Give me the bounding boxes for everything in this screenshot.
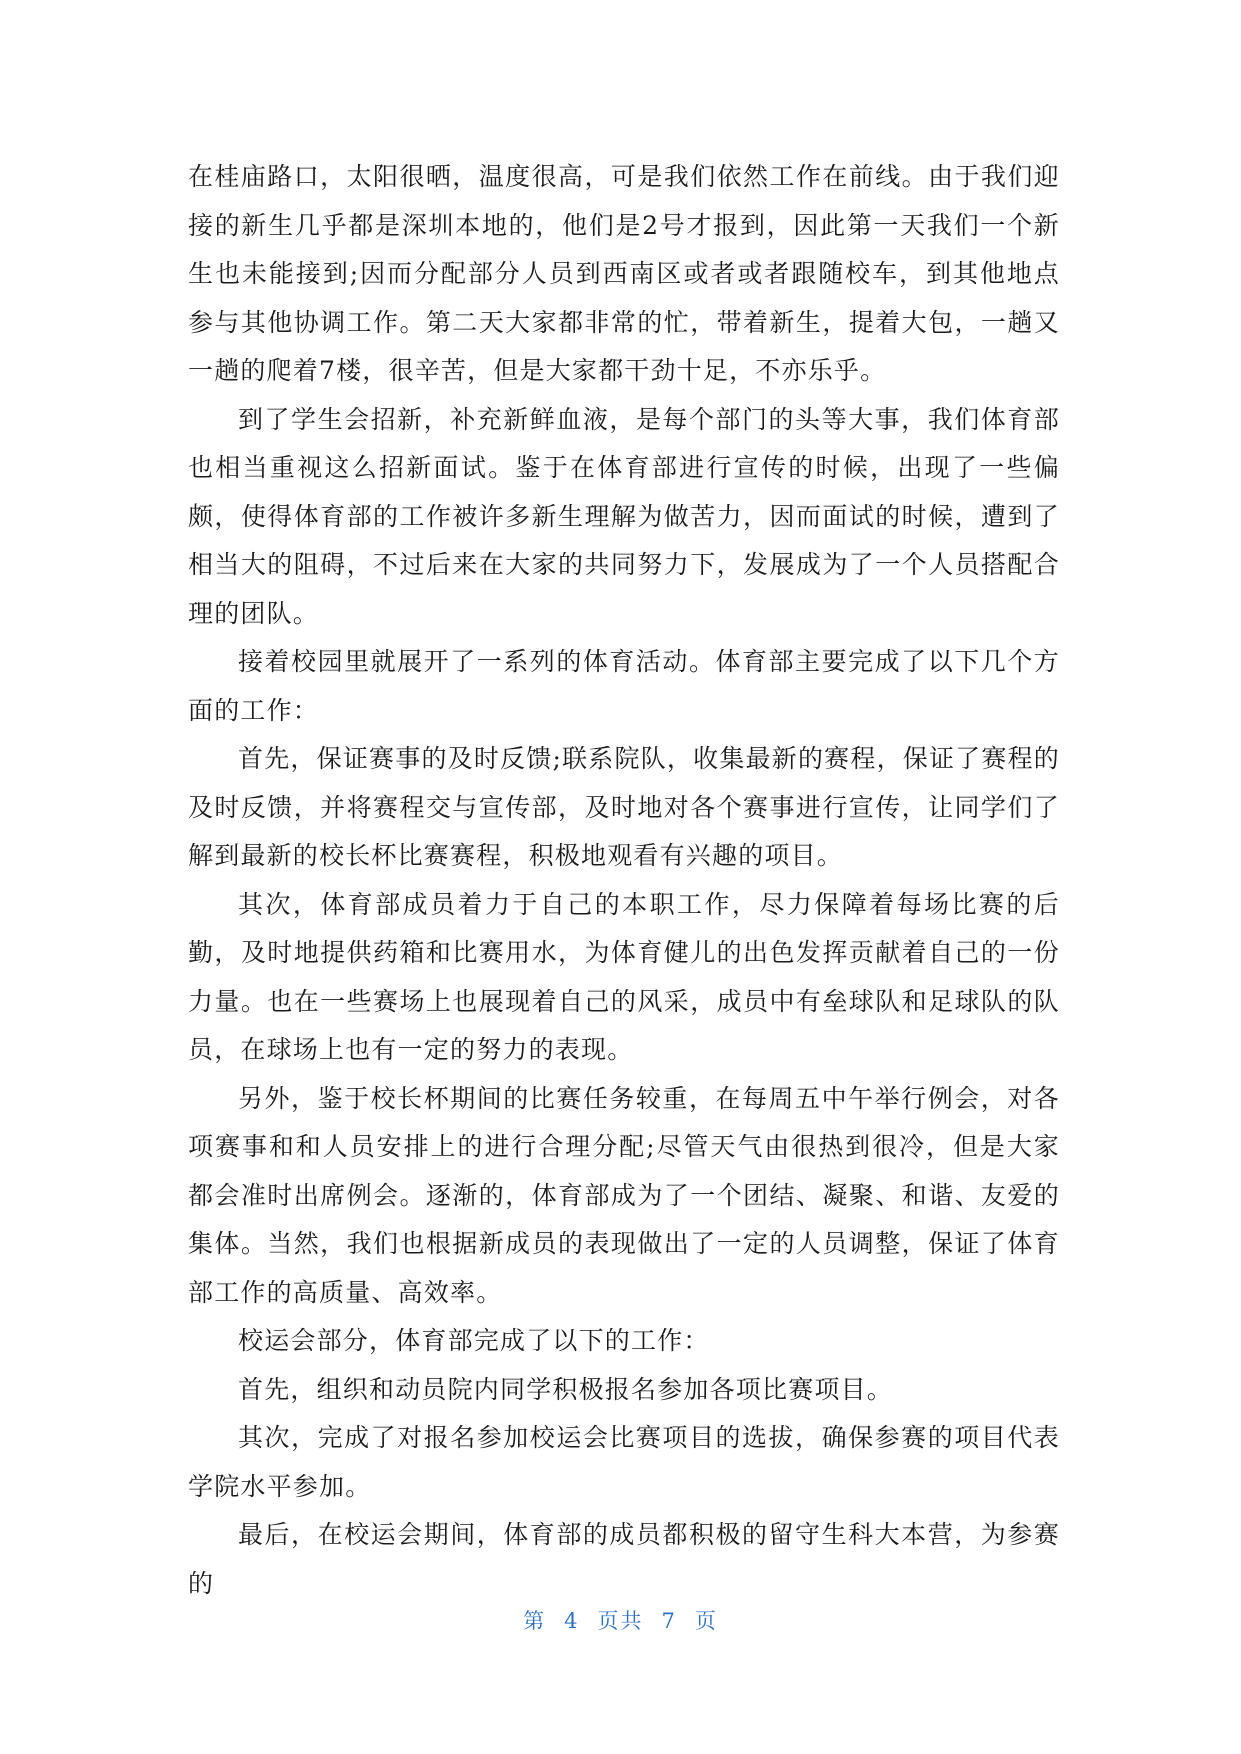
paragraph-6: 另外，鉴于校长杯期间的比赛任务较重，在每周五中午举行例会，对各项赛事和和人员安排上的进行合理分配;尽管天气由很热到很冷，但是大家都会准时出席例会。逐渐的，体育部成为了一个团结、凝聚、和谐、友爱的集体。当然，我们也根据新成员的表现做出了一定的人员调整，保证了体育部工作的高质量、高效率。 bbox=[188, 1083, 1060, 1307]
footer-middle: 页共 bbox=[597, 1609, 644, 1633]
paragraph-9: 其次，完成了对报名参加校运会比赛项目的选拔，确保参赛的项目代表学院水平参加。 bbox=[188, 1423, 1060, 1501]
paragraph-10: 最后，在校运会期间，体育部的成员都积极的留守生科大本营，为参赛的 bbox=[188, 1520, 1060, 1598]
paragraph-2: 到了学生会招新，补充新鲜血液，是每个部门的头等大事，我们体育部也相当重视这么招新面试。鉴于在体育部进行宣传的时候，出现了一些偏颇，使得体育部的工作被许多新生理解为做苦力，因而面试的时候，遭到了相当大的阻碍，不过后来在大家的共同努力下，发展成为了一个人员搭配合理的团队。 bbox=[188, 404, 1060, 628]
paragraph-3: 接着校园里就展开了一系列的体育活动。体育部主要完成了以下几个方面的工作： bbox=[188, 647, 1060, 725]
paragraph-8: 首先，组织和动员院内同学积极报名参加各项比赛项目。 bbox=[238, 1374, 894, 1404]
paragraph-1: 在桂庙路口，太阳很晒，温度很高，可是我们依然工作在前线。由于我们迎接的新生几乎都是深圳本地的，他们是2号才报到，因此第一天我们一个新生也未能接到;因而分配部分人员到西南区或者或者跟随校车，到其他地点参与其他协调工作。第二天大家都非常的忙，带着新生，提着大包，一趟又一趟的爬着7楼，很辛苦，但是大家都干劲十足，不亦乐乎。 bbox=[188, 162, 1060, 385]
document-body bbox=[188, 153, 1060, 1608]
paragraph-5: 其次，体育部成员着力于自己的本职工作，尽力保障着每场比赛的后勤，及时地提供药箱和比赛用水，为体育健儿的出色发挥贡献着自己的一份力量。也在一些赛场上也展现着自己的风采，成员中有垒球队和足球队的队员，在球场上也有一定的努力的表现。 bbox=[188, 889, 1060, 1064]
footer-suffix: 页 bbox=[694, 1609, 718, 1633]
current-page-number: 4 bbox=[564, 1609, 580, 1633]
paragraph-4: 首先，保证赛事的及时反馈;联系院队，收集最新的赛程，保证了赛程的及时反馈，并将赛程交与宣传部，及时地对各个赛事进行宣传，让同学们了解到最新的校长杯比赛赛程，积极地观看有兴趣的项目。 bbox=[188, 744, 1060, 870]
footer-prefix: 第 bbox=[523, 1609, 547, 1633]
page-footer bbox=[0, 1605, 1241, 1635]
total-page-number: 7 bbox=[661, 1609, 677, 1633]
paragraph-7: 校运会部分，体育部完成了以下的工作： bbox=[238, 1326, 710, 1355]
